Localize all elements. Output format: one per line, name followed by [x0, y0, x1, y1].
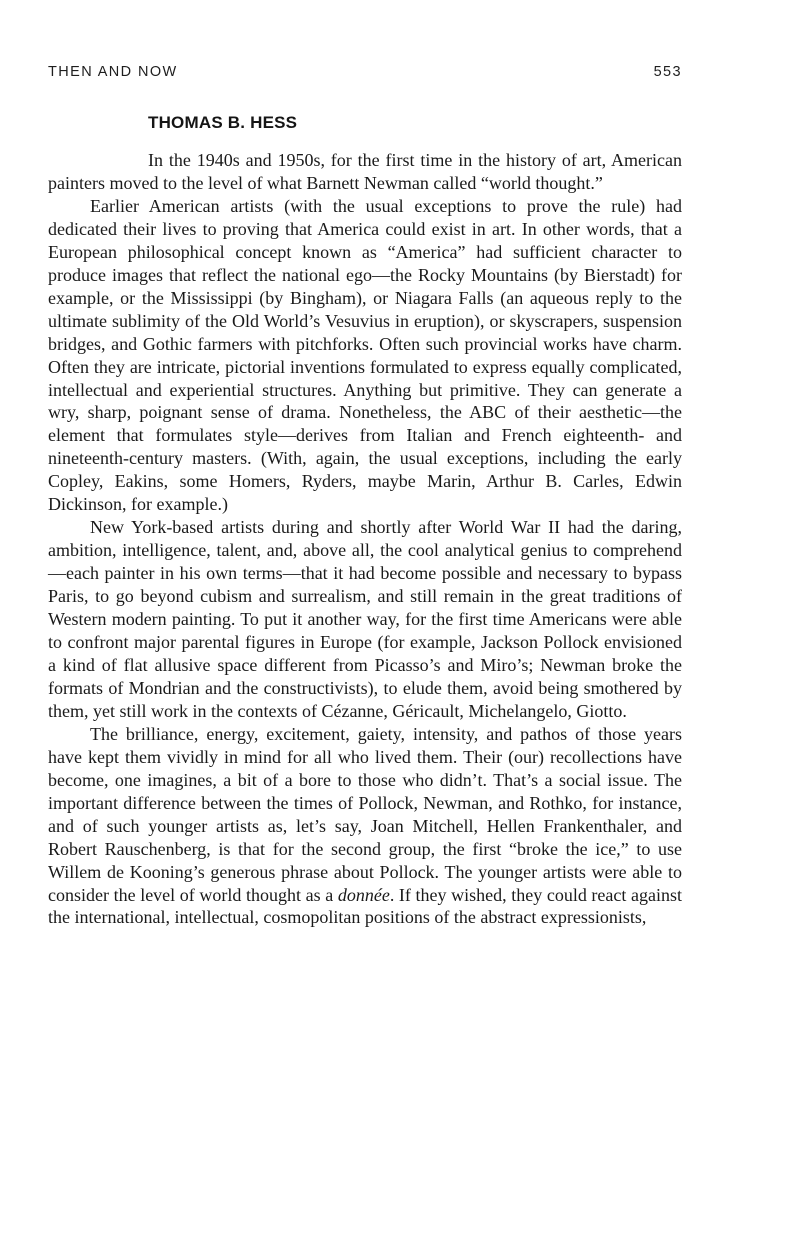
article-body: [48, 149, 682, 929]
paragraph-2: Earlier American artists (with the usual exceptions to prove the rule) had dedicated their lives to proving that America could exist in art. In other words, that a European philosophical concept known as “America” had sufficient character to produce images that reflect the national ego—the Rocky Mountains (by Bierstadt) for example, or the Mississippi (by Bingham), or Niagara Falls (an aqueous reply to the ultimate sublimity of the Old World’s Vesuvius in eruption), or skyscrapers, suspension bridges, and Gothic farmers with pitchforks. Often such provincial works have charm. Often they are intricate, pictorial inventions formulated to express equally complicated, intellectual and experiential structures. Anything but primitive. They can generate a wry, sharp, poignant sense of drama. Nonetheless, the ABC of their aesthetic—the element that formulates style—derives from Italian and French eighteenth- and nineteenth-century masters. (With, again, the usual exceptions, including the early Copley, Eakins, some Homers, Ryders, maybe Marin, Arthur B. Carles, Edwin Dickinson, for example.): [48, 195, 682, 515]
paragraph-3: New York-based artists during and shortly after World War II had the daring, ambition, intelligence, talent, and, above all, the cool analytical genius to comprehend—each painter in his own terms—that it had become possible and necessary to bypass Paris, to go beyond cubism and surrealism, and still remain in the great traditions of Western modern painting. To put it another way, for the first time Americans were able to confront major parental figures in Europe (for example, Jackson Pollock envisioned a kind of flat allusive space different from Picasso’s and Miro’s; Newman broke the formats of Mondrian and the constructivists), to elude them, avoid being smothered by them, yet still work in the contexts of Cézanne, Géricault, Michelangelo, Giotto.: [48, 517, 682, 721]
paragraph-1: In the 1940s and 1950s, for the first time in the history of art, American painters moved to the level of what Barnett Newman called “world thought.”: [48, 150, 682, 193]
paragraph-4-lead: The brilliance, energy, excitement, gaiety, intensity, and pathos of those years have kept them vividly in mind for all who lived them. Their (our) recollections have become, one imagines, a bit of a bore to those who didn’t. That’s a social issue. The important difference between the times of Pollock, Newman, and Rothko, for instance, and of such younger artists as, let’s say, Joan Mitchell, Hellen Frankenthaler, and Robert Rauschenberg, is that for the second group, the first “broke the ice,” to use Willem de Kooning’s generous phrase about Pollock. The younger artists were able to consider the level of world thought as a: [48, 723, 682, 905]
paragraph-4-tail: . If they wished, they could react against the international, intellectual, cosmopolitan positions of the abstract expressionists,: [48, 884, 682, 928]
running-head: [48, 64, 682, 80]
author-name: THOMAS B. HESS: [148, 113, 298, 132]
running-title: THEN AND NOW: [48, 64, 178, 80]
page-number: 553: [653, 64, 682, 80]
italic-term: donnée: [337, 884, 390, 905]
paragraph-4: [48, 723, 682, 930]
